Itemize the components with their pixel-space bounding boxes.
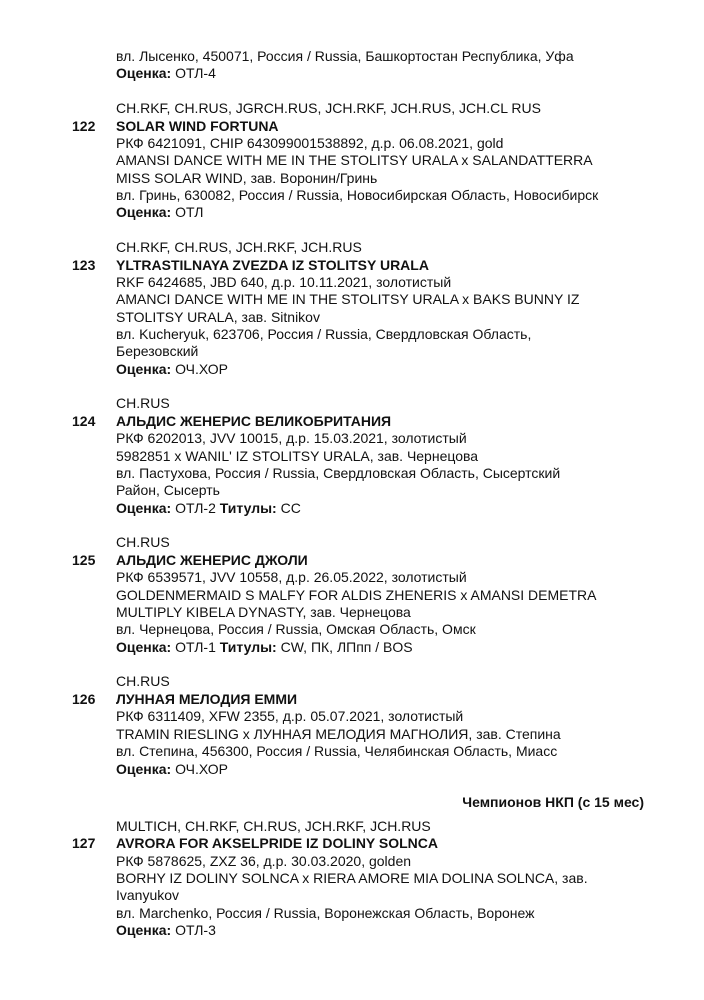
grade-value: ОЧ.ХОР (175, 761, 228, 777)
registration-line: РКФ 6311409, XFW 2355, д.р. 05.07.2021, золотистый (116, 708, 464, 724)
grade-line (116, 204, 203, 222)
grade-value: ОТЛ-3 (175, 922, 216, 938)
grade-line (116, 761, 228, 779)
catalog-number: 122 (72, 118, 96, 134)
grade-line (116, 639, 413, 657)
grade-label: Оценка: (116, 761, 172, 777)
grade-value: ОТЛ-2 (175, 500, 216, 516)
grade-line (116, 361, 228, 379)
owner-line: вл. Чернецова, Россия / Russia, Омская Область, Омск (116, 621, 476, 637)
registration-line: РКФ 6421091, CHIP 643099001538892, д.р. 06.08.2021, gold (116, 135, 504, 151)
grade-label: Оценка: (116, 361, 172, 377)
owner-line: вл. Степина, 456300, Россия / Russia, Челябинская Область, Миасс (116, 743, 558, 759)
dog-name: SOLAR WIND FORTUNA (116, 118, 279, 134)
registration-line: РКФ 5878625, ZXZ 36, д.р. 30.03.2020, golden (116, 853, 412, 869)
registration-line: РКФ 6202013, JVV 10015, д.р. 15.03.2021, золотистый (116, 430, 467, 446)
grade-label: Оценка: (116, 922, 172, 938)
breeder-line: MISS SOLAR WIND, зав. Воронин/Гринь (116, 170, 378, 186)
dog-name: YLTRASTILNAYA ZVEZDA IZ STOLITSY URALA (116, 257, 429, 273)
class-section-header: Чемпионов НКП (с 15 мес) (462, 794, 644, 810)
dog-name: AVRORA FOR AKSELPRIDE IZ DOLINY SOLNCA (116, 835, 439, 851)
dog-titles: CH.RUS (116, 673, 170, 689)
breeder-line: STOLITSY URALA, зав. Sitnikov (116, 309, 320, 325)
pedigree-line: BORHY IZ DOLINY SOLNCA x RIERA AMORE MIA DOLINA SOLNCA, зав. (116, 870, 588, 886)
dog-name: АЛЬДИС ЖЕНЕРИС ВЕЛИКОБРИТАНИЯ (116, 413, 392, 429)
pedigree-line: 5982851 x WANIL' IZ STOLITSY URALA, зав. Чернецова (116, 448, 479, 464)
owner-line: вл. Marchenko, Россия / Russia, Воронежская Область, Воронеж (116, 905, 535, 921)
dog-titles: CH.RKF, CH.RUS, JCH.RKF, JCH.RUS (116, 239, 362, 255)
owner-line: вл. Лысенко, 450071, Россия / Russia, Башкортостан Республика, Уфа (116, 48, 574, 64)
grade-value: ОЧ.ХОР (175, 361, 228, 377)
catalog-number: 127 (72, 835, 96, 851)
grade-label: Оценка: (116, 65, 172, 81)
owner-line: вл. Kucheryuk, 623706, Россия / Russia, Свердловская Область, (116, 326, 532, 342)
titles-value: СС (280, 500, 301, 516)
grade-label: Оценка: (116, 639, 172, 655)
owner-line-cont: Березовский (116, 343, 199, 359)
catalog-number: 125 (72, 552, 96, 568)
dog-name: АЛЬДИС ЖЕНЕРИС ДЖОЛИ (116, 552, 308, 568)
catalog-number: 126 (72, 691, 96, 707)
breeder-line: Ivanyukov (116, 887, 180, 903)
pedigree-line: GOLDENMERMAID S MALFY FOR ALDIS ZHENERIS x AMANSI DEMETRA (116, 587, 597, 603)
owner-line: вл. Гринь, 630082, Россия / Russia, Новосибирская Область, Новосибирск (116, 187, 599, 203)
registration-line: РКФ 6539571, JVV 10558, д.р. 26.05.2022, золотистый (116, 569, 467, 585)
titles-label: Титулы: (219, 500, 277, 516)
grade-line (116, 65, 216, 83)
owner-line: вл. Пастухова, Россия / Russia, Свердловская Область, Сысертский (116, 465, 561, 481)
dog-titles: CH.RUS (116, 395, 170, 411)
grade-value: ОТЛ (175, 204, 204, 220)
pedigree-line: TRAMIN RIESLING x ЛУННАЯ МЕЛОДИЯ МАГНОЛИЯ, зав. Степина (116, 726, 561, 742)
dog-titles: MULTICH, CH.RKF, CH.RUS, JCH.RKF, JCH.RUS (116, 818, 431, 834)
titles-label: Титулы: (219, 639, 277, 655)
owner-line-cont: Район, Сысерть (116, 482, 220, 498)
grade-value: ОТЛ-1 (175, 639, 216, 655)
grade-label: Оценка: (116, 500, 172, 516)
registration-line: RKF 6424685, JBD 640, д.р. 10.11.2021, золотистый (116, 274, 452, 290)
catalog-number: 124 (72, 413, 96, 429)
grade-label: Оценка: (116, 204, 172, 220)
dog-name: ЛУННАЯ МЕЛОДИЯ ЕММИ (116, 691, 298, 707)
pedigree-line: AMANCI DANCE WITH ME IN THE STOLITSY URALA x BAKS BUNNY IZ (116, 291, 580, 307)
breeder-line: MULTIPLY KIBELA DYNASTY, зав. Чернецова (116, 604, 411, 620)
grade-line (116, 922, 216, 940)
pedigree-line: AMANSI DANCE WITH ME IN THE STOLITSY URALA x SALANDATTERRA (116, 152, 593, 168)
catalog-number: 123 (72, 257, 96, 273)
titles-value: CW, ПК, ЛПпп / BOS (280, 639, 413, 655)
dog-titles: CH.RUS (116, 534, 170, 550)
grade-line (116, 500, 301, 518)
grade-value: ОТЛ-4 (175, 65, 216, 81)
dog-titles: CH.RKF, CH.RUS, JGRCH.RUS, JCH.RKF, JCH.RUS, JCH.CL RUS (116, 100, 541, 116)
